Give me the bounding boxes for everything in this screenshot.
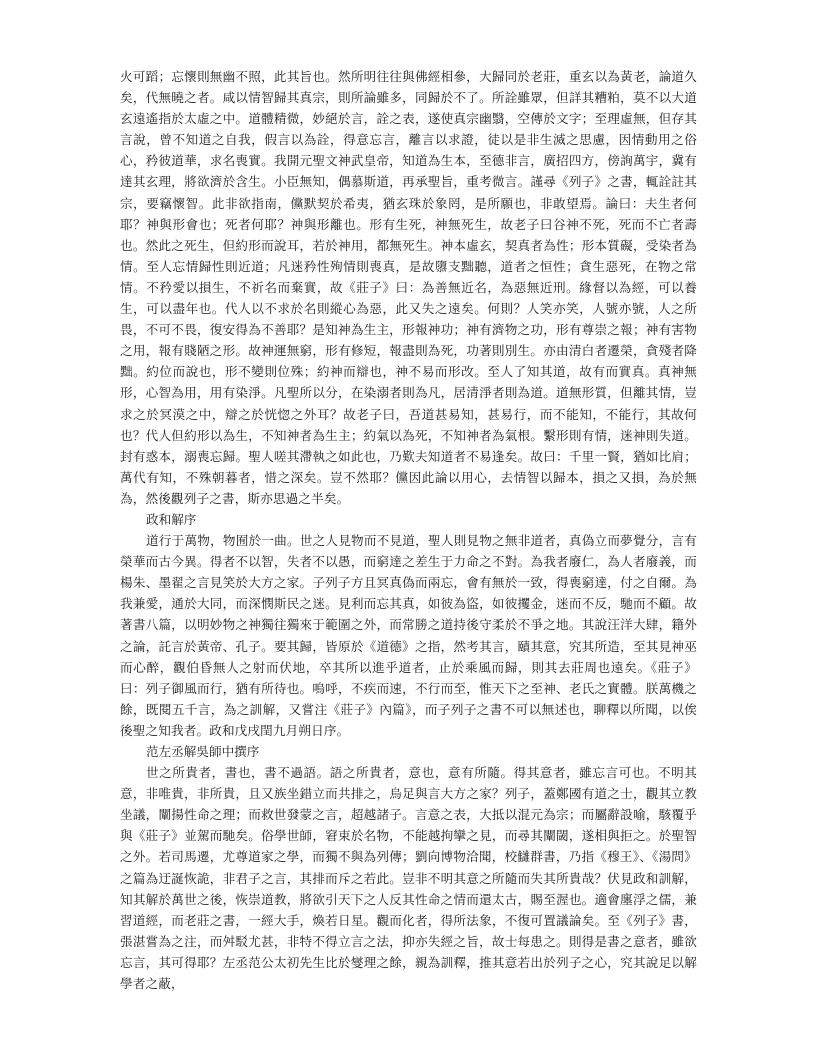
document-page: [120, 66, 697, 994]
zhenghe-preface-paragraph: 道行于萬物，物囿於一曲。世之人見物而不見道，聖人則見物之無非道者，真偽立而夢覺分，言有榮華而古今異。得者不以智，失者不以愚，而窮達之差生于力命之不對。為我者廢仁，為人者廢義，而楊朱、墨翟之言見笑於大方之家。子列子方且冥真偽而兩忘，會有無於一致，得喪窮達，付之自爾。為我兼愛，通於大同，而深憫斯民之迷。見利而忘其真，如彼為盜，如彼攫金，迷而不反，馳而不顧。故著書八篇，以明妙物之神獨往獨來于範圍之外，而常勝之道持後守柔於不爭之地。其說汪洋大肆，籍外之論，託言於黃帝、孔子。要其歸，皆原於《道德》之指，然考其言，賾其意，究其所造，至其見神巫而心醉，觀伯昏無人之射而伏地，卒其所以進乎道者，止於乘風而歸，則其去莊周也遠矣。《莊子》曰：列子御風而行，猶有所待也。嗚呼，不疾而速，不行而至，惟天下之至神、老氏之實體。朕萬機之餘，既閱五千言，為之訓解，又嘗注《莊子》內篇》，而子列子之書不可以無述也，聊釋以所聞，以俟後聖之知我者。政和戊戌閏九月朔日序。: [120, 533, 697, 738]
fan-preface-paragraph: 世之所貴者，書也，書不過語。語之所貴者，意也，意有所隨。得其意者，雖忘言可也。不明其意，非唯貴，非所貴，且又族坐錯立而共排之，烏足與言大方之家？列子，蓋鄭國有道之士，觀其立教坐議，闡揚性命之理；而救世發蒙之言，超越諸子。言意之表，大抵以混元為宗；而屬辭設喻，駭覆乎與《莊子》並駕而馳矣。俗學世師，窘束於名物，不能越拘攣之見，而尋其闡閾，遂相與拒之。於聖智之外。若司馬遷，尤尊道家之學，而獨不與為列傳；劉向博物洽聞，校讎群書，乃指《穆王》、《湯問》之篇為迂誕恢詭，非君子之言，其排而斥之若此。豈非不明其意之所隨而失其所貴哉？伏見政和訓解，知其解於萬世之後，恢崇道教，將欲引天下之人反其性命之情而還太古，賜至渥也。適會廛浮之儒，兼習道經，而老莊之書，一經大手，煥若日星。觀而化者，得所法象，不復可置議論矣。至《列子》書，張湛嘗為之注，而舛駁尤甚，非特不得立言之法，抑亦失經之旨，故士每患之。則得是書之意者，雖欲忘言，其可得耶？左丞范公太初先生比於燮理之餘，親為訓釋，推其意若出於列子之心，究其說足以解學者之蔽，: [120, 765, 697, 992]
section-heading-zhenghe-preface: 政和解序: [146, 511, 197, 527]
section-heading-fan-preface: 范左丞解吳師中撰序: [146, 744, 260, 759]
intro-paragraph: 火可蹈；忘懷則無幽不照，此其旨也。然所明往往與佛經相參，大歸同於老莊，重玄以為黃老，論道久矣，代無曉之者。咸以情智歸其真宗，則所論雖多，同歸於不了。所詮雖眾，但詳其糟粕，莫不以大道玄遠遙指於太虛之中。道體精微，妙絕於言，詮之表，遂使真宗幽翳，空傳於文字；至理虛無，但存其言說，曾不知道之自我，假言以為詮，得意忘言，離言以求證，徒以是非生滅之思慮，因情動用之俗心，矜彼道華，求名喪實。我開元聖文神武皇帝，知道為生本，至德非言，廣招四方，傍詢萬宇，冀有達其玄理，將欲濟於含生。小臣無知，偶慕斯道，再承聖旨，重考微言。謹尋《列子》之書，輒詮註其宗，要竊懷智。此非欲指南，儻默契於希夷，猶玄珠於象罔，是所願也，非敢望焉。論曰：夫生者何耶？神與形會也；死者何耶？神與形離也。形有生死，神無死生，故老子曰谷神不死，死而不亡者壽也。然此之死生，但約形而說耳，若於神用，都無死生。神本虛玄，契真者為性；形本質礙，受染者為情。至人忘情歸性則近道；凡迷矜性殉情則喪真，是故隳支黜聽，道者之恒性；貪生惡死，在物之常情。不矜愛以損生，不祈名而棄實，故《莊子》曰：為善無近名，為惡無近刑。緣督以為經，可以養生，可以盡年也。代人以不求於名則縱心為惡，此又失之遠矣。何則？人笑亦笑，人號亦號，人之所畏，不可不畏，復安得為不善耶？是知神為生主，形報神功；神有濟物之功，形有尊崇之報；神有害物之用，報有賤陋之形。故神運無窮，形有修短，報盡則為死，功著則別生。亦由清白者遷榮，貪殘者降黜。約位而說也，形不變則位殊；約神而辯也，神不易而形改。至人了知其道，故有而實真。真神無形，心智為用，用有染淨。凡聖所以分，在染溺者則為凡，居清淨者則為道。道無形質，但離其情，豈求之於冥漠之中，辯之於恍惚之外耳？故老子曰，吾道甚易知，甚易行，而不能知，不能行，其故何也？代人但約形以為生，不知神者為生主；約氣以為死，不知神者為氣根。繫形則有情，迷神則失道。封有惑本，溺喪忘歸。聖人嗟其滯執之如此也，乃歎夫知道者不易逢矣。故曰：千里一賢，猶如比肩；萬代有知，不殊朝暮者，惜之深矣。豈不然耶？儻因此論以用心，去情智以歸本，損之又損，為於無為，然後觀列子之書，斯亦思過之半矣。: [120, 69, 697, 506]
